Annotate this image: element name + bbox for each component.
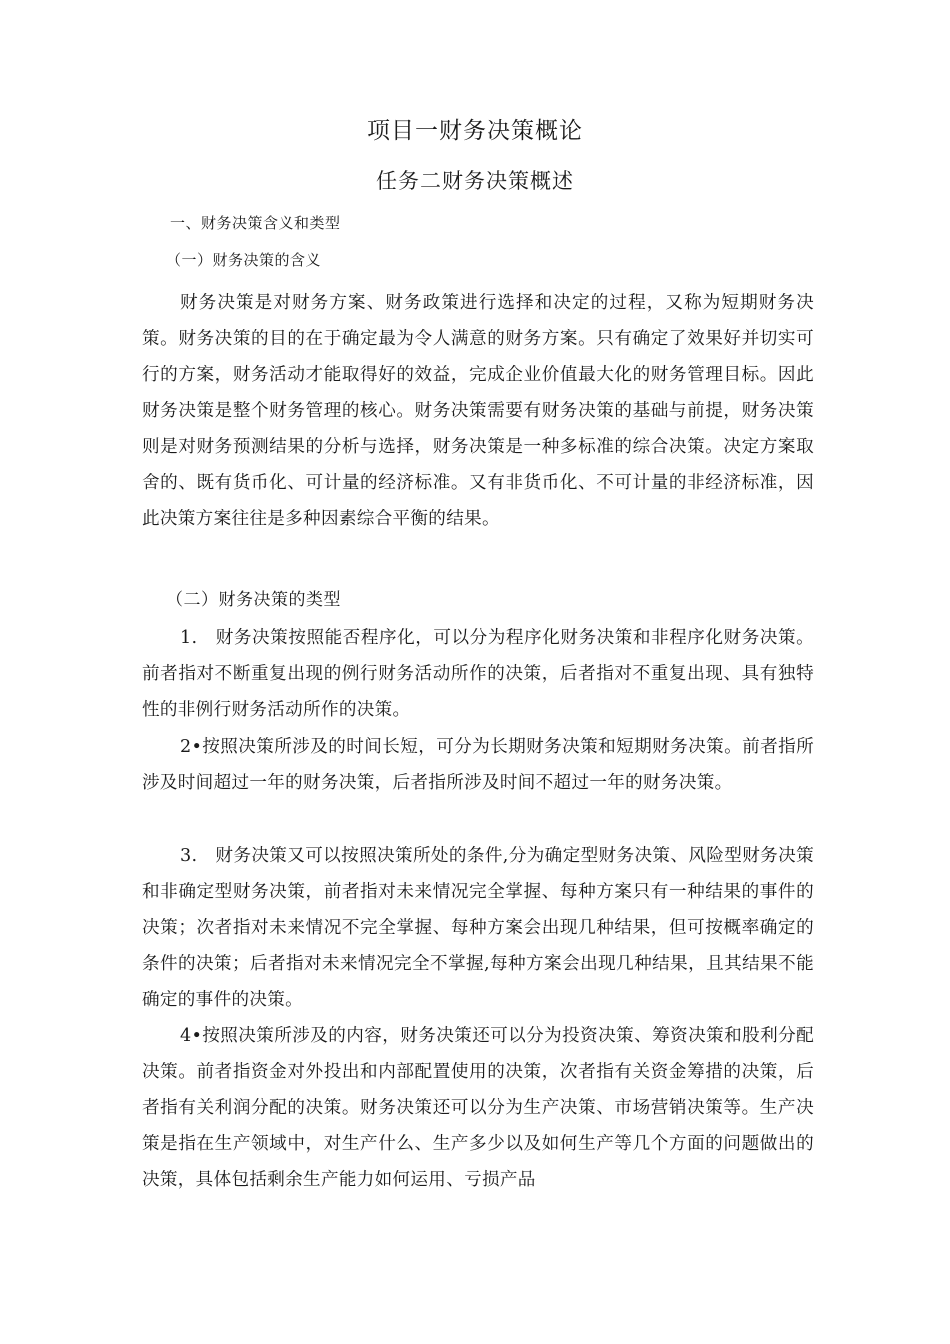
paragraph-type-4: 4•按照决策所涉及的内容，财务决策还可以分为投资决策、筹资决策和股利分配决策。前者指资金对外投出和内部配置使用的决策，次者指有关资金筹措的决策，后者指有关利润分配的决策。财务决策还可以分为生产决策、市场营销决策等。生产决策是指在生产领域中，对生产什么、生产多少以及如何生产等几个方面的问题做出的决策，具体包括剩余生产能力如何运用、亏损产品 — [142, 1026, 814, 1190]
paragraph-type-1: 1. 财务决策按照能否程序化，可以分为程序化财务决策和非程序化财务决策。前者指对不断重复出现的例行财务活动所作的决策，后者指对不重复出现、具有独特性的非例行财务活动所作的决策。 — [142, 628, 814, 720]
paragraph-definition: 财务决策是对财务方案、财务政策进行选择和决定的过程，又称为短期财务决策。财务决策的目的在于确定最为令人满意的财务方案。只有确定了效果好并切实可行的方案，财务活动才能取得好的效益，完成企业价值最大化的财务管理目标。因此财务决策是整个财务管理的核心。财务决策需要有财务决策的基础与前提，财务决策则是对财务预测结果的分析与选择，财务决策是一种多标准的综合决策。决定方案取舍的、既有货币化、可计量的经济标准。又有非货币化、不可计量的非经济标准，因此决策方案往往是多种因素综合平衡的结果。 — [142, 293, 814, 529]
document-subtitle: 任务二财务决策概述 — [376, 169, 574, 193]
subsection-heading-meaning: （一）财务决策的含义 — [166, 251, 322, 269]
paragraph-type-2: 2•按照决策所涉及的时间长短，可分为长期财务决策和短期财务决策。前者指所涉及时间超过一年的财务决策，后者指所涉及时间不超过一年的财务决策。 — [142, 737, 814, 793]
section-heading: 一、财务决策含义和类型 — [170, 214, 341, 232]
subsection-heading-types: （二）财务决策的类型 — [166, 590, 341, 610]
paragraph-type-3: 3. 财务决策又可以按照决策所处的条件,分为确定型财务决策、风险型财务决策和非确定型财务决策，前者指对未来情况完全掌握、每种方案只有一种结果的事件的决策；次者指对未来情况不完全掌握、每种方案会出现几种结果，但可按概率确定的条件的决策；后者指对未来情况完全不掌握,每种方案会出现几种结果，且其结果不能确定的事件的决策。 — [142, 846, 814, 1010]
document-title: 项目一财务决策概论 — [367, 118, 583, 144]
